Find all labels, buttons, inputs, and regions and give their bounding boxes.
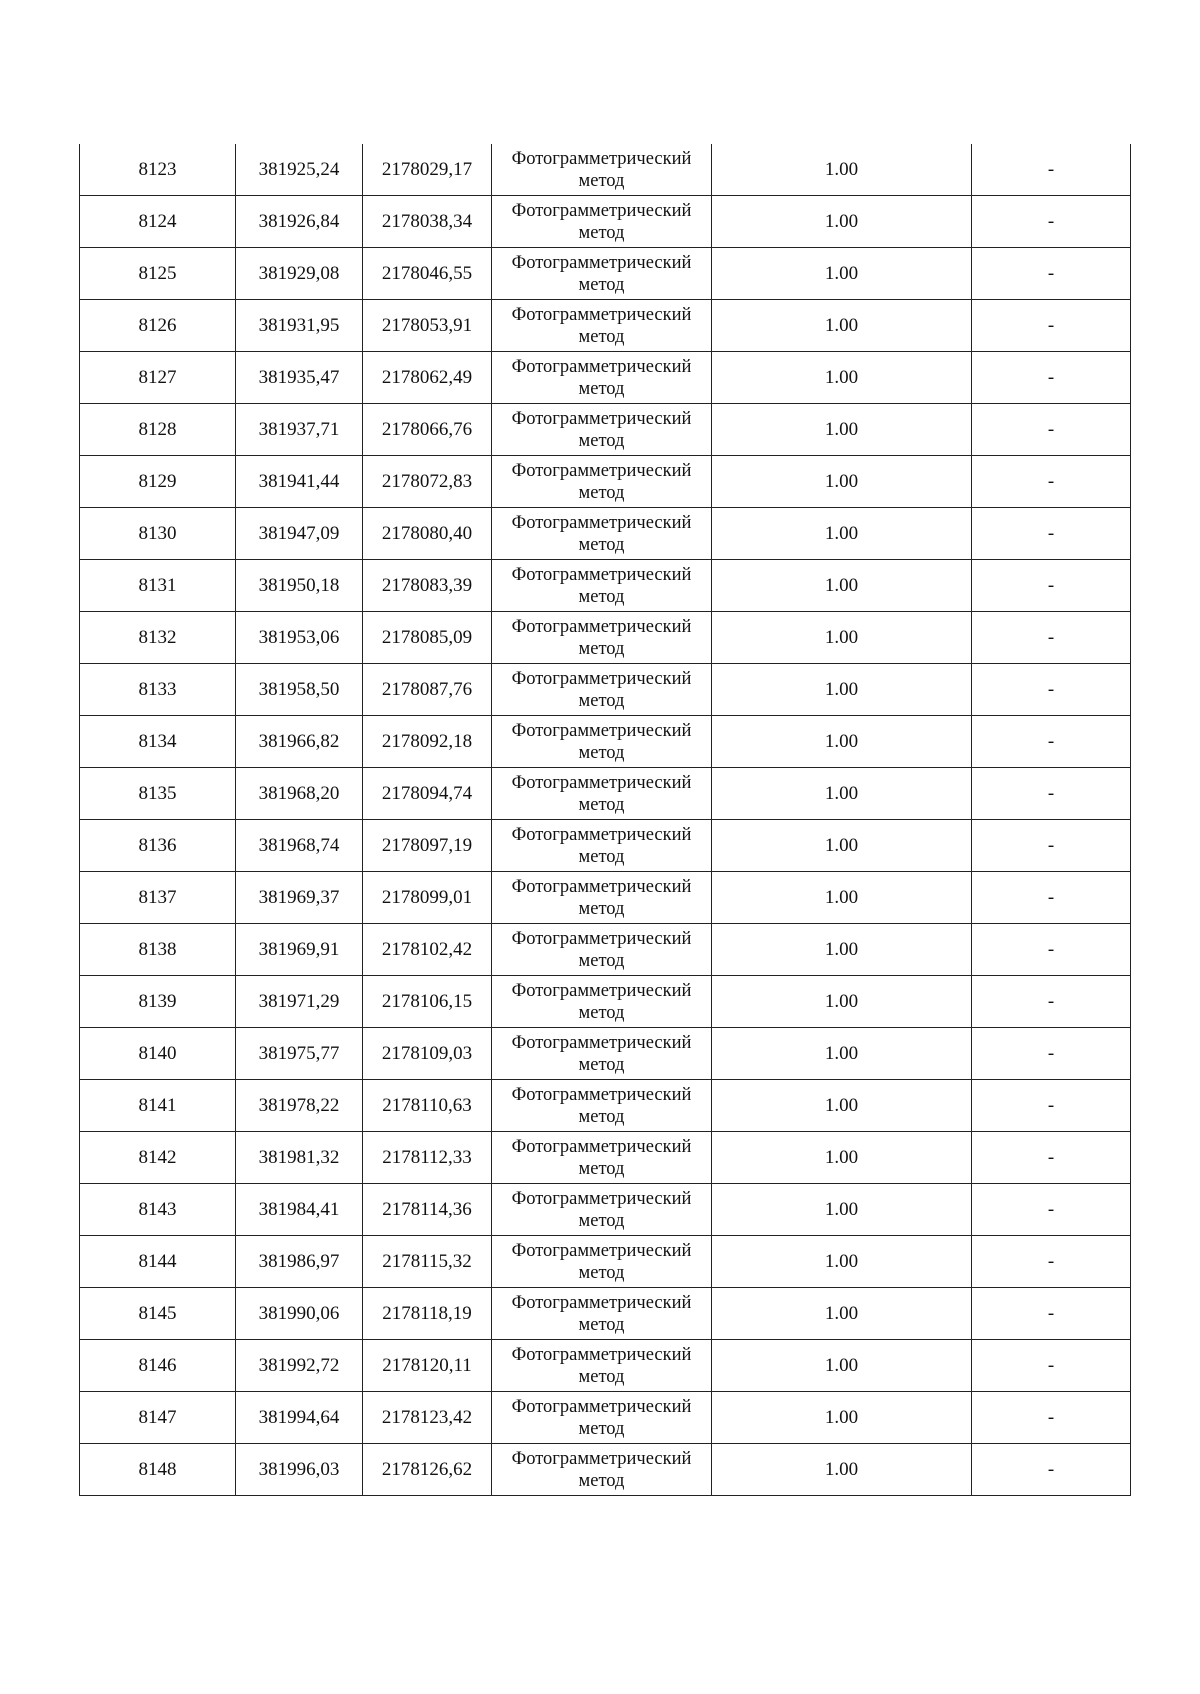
method-cell: Фотограмметрический метод [492, 924, 712, 976]
table-row [80, 924, 1131, 976]
x-coordinate-cell: 381992,72 [236, 1340, 363, 1392]
method-cell: Фотограмметрический метод [492, 508, 712, 560]
table-row [80, 352, 1131, 404]
point-number-cell: 8147 [80, 1392, 236, 1444]
accuracy-cell: 1.00 [712, 300, 972, 352]
note-cell: - [972, 1392, 1131, 1444]
point-number-cell: 8138 [80, 924, 236, 976]
accuracy-cell: 1.00 [712, 1392, 972, 1444]
method-cell: Фотограмметрический метод [492, 1444, 712, 1496]
point-number-cell: 8145 [80, 1288, 236, 1340]
method-cell: Фотограмметрический метод [492, 1028, 712, 1080]
y-coordinate-cell: 2178112,33 [363, 1132, 492, 1184]
method-cell: Фотограмметрический метод [492, 248, 712, 300]
accuracy-cell: 1.00 [712, 1132, 972, 1184]
method-cell: Фотограмметрический метод [492, 196, 712, 248]
note-cell: - [972, 300, 1131, 352]
table-row [80, 872, 1131, 924]
note-cell: - [972, 196, 1131, 248]
method-cell: Фотограмметрический метод [492, 1132, 712, 1184]
x-coordinate-cell: 381947,09 [236, 508, 363, 560]
note-cell: - [972, 820, 1131, 872]
point-number-cell: 8128 [80, 404, 236, 456]
method-cell: Фотограмметрический метод [492, 1288, 712, 1340]
accuracy-cell: 1.00 [712, 1288, 972, 1340]
method-cell: Фотограмметрический метод [492, 664, 712, 716]
y-coordinate-cell: 2178099,01 [363, 872, 492, 924]
y-coordinate-cell: 2178066,76 [363, 404, 492, 456]
note-cell: - [972, 1028, 1131, 1080]
point-number-cell: 8124 [80, 196, 236, 248]
x-coordinate-cell: 381925,24 [236, 144, 363, 196]
x-coordinate-cell: 381953,06 [236, 612, 363, 664]
y-coordinate-cell: 2178115,32 [363, 1236, 492, 1288]
note-cell: - [972, 456, 1131, 508]
coordinates-table [79, 144, 1131, 1496]
accuracy-cell: 1.00 [712, 1340, 972, 1392]
coordinates-table-body [80, 144, 1131, 1496]
accuracy-cell: 1.00 [712, 352, 972, 404]
accuracy-cell: 1.00 [712, 664, 972, 716]
y-coordinate-cell: 2178083,39 [363, 560, 492, 612]
method-cell: Фотограмметрический метод [492, 768, 712, 820]
table-row [80, 1392, 1131, 1444]
method-cell: Фотограмметрический метод [492, 456, 712, 508]
table-row [80, 196, 1131, 248]
note-cell: - [972, 716, 1131, 768]
table-row [80, 300, 1131, 352]
method-cell: Фотограмметрический метод [492, 1184, 712, 1236]
point-number-cell: 8123 [80, 144, 236, 196]
accuracy-cell: 1.00 [712, 1028, 972, 1080]
x-coordinate-cell: 381984,41 [236, 1184, 363, 1236]
y-coordinate-cell: 2178029,17 [363, 144, 492, 196]
point-number-cell: 8142 [80, 1132, 236, 1184]
point-number-cell: 8141 [80, 1080, 236, 1132]
y-coordinate-cell: 2178046,55 [363, 248, 492, 300]
y-coordinate-cell: 2178038,34 [363, 196, 492, 248]
point-number-cell: 8139 [80, 976, 236, 1028]
note-cell: - [972, 1132, 1131, 1184]
point-number-cell: 8126 [80, 300, 236, 352]
point-number-cell: 8132 [80, 612, 236, 664]
y-coordinate-cell: 2178114,36 [363, 1184, 492, 1236]
y-coordinate-cell: 2178102,42 [363, 924, 492, 976]
coordinates-table-container [79, 144, 1130, 1496]
method-cell: Фотограмметрический метод [492, 1236, 712, 1288]
x-coordinate-cell: 381996,03 [236, 1444, 363, 1496]
point-number-cell: 8125 [80, 248, 236, 300]
point-number-cell: 8137 [80, 872, 236, 924]
x-coordinate-cell: 381981,32 [236, 1132, 363, 1184]
table-row [80, 716, 1131, 768]
note-cell: - [972, 508, 1131, 560]
note-cell: - [972, 768, 1131, 820]
x-coordinate-cell: 381969,37 [236, 872, 363, 924]
accuracy-cell: 1.00 [712, 924, 972, 976]
method-cell: Фотограмметрический метод [492, 976, 712, 1028]
x-coordinate-cell: 381966,82 [236, 716, 363, 768]
point-number-cell: 8148 [80, 1444, 236, 1496]
y-coordinate-cell: 2178072,83 [363, 456, 492, 508]
table-row [80, 560, 1131, 612]
y-coordinate-cell: 2178109,03 [363, 1028, 492, 1080]
method-cell: Фотограмметрический метод [492, 872, 712, 924]
table-row [80, 508, 1131, 560]
x-coordinate-cell: 381941,44 [236, 456, 363, 508]
y-coordinate-cell: 2178053,91 [363, 300, 492, 352]
method-cell: Фотограмметрический метод [492, 820, 712, 872]
x-coordinate-cell: 381978,22 [236, 1080, 363, 1132]
x-coordinate-cell: 381937,71 [236, 404, 363, 456]
method-cell: Фотограмметрический метод [492, 1340, 712, 1392]
table-row [80, 1132, 1131, 1184]
note-cell: - [972, 144, 1131, 196]
point-number-cell: 8144 [80, 1236, 236, 1288]
accuracy-cell: 1.00 [712, 560, 972, 612]
accuracy-cell: 1.00 [712, 196, 972, 248]
method-cell: Фотограмметрический метод [492, 144, 712, 196]
table-row [80, 612, 1131, 664]
y-coordinate-cell: 2178092,18 [363, 716, 492, 768]
table-row [80, 664, 1131, 716]
x-coordinate-cell: 381968,74 [236, 820, 363, 872]
table-row [80, 1288, 1131, 1340]
note-cell: - [972, 612, 1131, 664]
table-row [80, 1028, 1131, 1080]
y-coordinate-cell: 2178094,74 [363, 768, 492, 820]
x-coordinate-cell: 381935,47 [236, 352, 363, 404]
note-cell: - [972, 1444, 1131, 1496]
point-number-cell: 8136 [80, 820, 236, 872]
y-coordinate-cell: 2178120,11 [363, 1340, 492, 1392]
note-cell: - [972, 664, 1131, 716]
method-cell: Фотограмметрический метод [492, 1392, 712, 1444]
y-coordinate-cell: 2178126,62 [363, 1444, 492, 1496]
table-row [80, 248, 1131, 300]
note-cell: - [972, 872, 1131, 924]
accuracy-cell: 1.00 [712, 508, 972, 560]
table-row [80, 976, 1131, 1028]
point-number-cell: 8127 [80, 352, 236, 404]
method-cell: Фотограмметрический метод [492, 404, 712, 456]
accuracy-cell: 1.00 [712, 1184, 972, 1236]
table-row [80, 1340, 1131, 1392]
accuracy-cell: 1.00 [712, 976, 972, 1028]
point-number-cell: 8133 [80, 664, 236, 716]
point-number-cell: 8143 [80, 1184, 236, 1236]
accuracy-cell: 1.00 [712, 716, 972, 768]
note-cell: - [972, 248, 1131, 300]
point-number-cell: 8146 [80, 1340, 236, 1392]
accuracy-cell: 1.00 [712, 1080, 972, 1132]
y-coordinate-cell: 2178085,09 [363, 612, 492, 664]
x-coordinate-cell: 381986,97 [236, 1236, 363, 1288]
table-row [80, 404, 1131, 456]
method-cell: Фотограмметрический метод [492, 560, 712, 612]
x-coordinate-cell: 381971,29 [236, 976, 363, 1028]
method-cell: Фотограмметрический метод [492, 300, 712, 352]
note-cell: - [972, 1340, 1131, 1392]
x-coordinate-cell: 381975,77 [236, 1028, 363, 1080]
method-cell: Фотограмметрический метод [492, 352, 712, 404]
point-number-cell: 8134 [80, 716, 236, 768]
x-coordinate-cell: 381926,84 [236, 196, 363, 248]
y-coordinate-cell: 2178097,19 [363, 820, 492, 872]
y-coordinate-cell: 2178087,76 [363, 664, 492, 716]
note-cell: - [972, 1184, 1131, 1236]
note-cell: - [972, 560, 1131, 612]
accuracy-cell: 1.00 [712, 144, 972, 196]
x-coordinate-cell: 381968,20 [236, 768, 363, 820]
table-row [80, 144, 1131, 196]
accuracy-cell: 1.00 [712, 1444, 972, 1496]
note-cell: - [972, 924, 1131, 976]
accuracy-cell: 1.00 [712, 872, 972, 924]
y-coordinate-cell: 2178118,19 [363, 1288, 492, 1340]
table-row [80, 1080, 1131, 1132]
table-row [80, 456, 1131, 508]
x-coordinate-cell: 381929,08 [236, 248, 363, 300]
table-row [80, 1444, 1131, 1496]
x-coordinate-cell: 381990,06 [236, 1288, 363, 1340]
y-coordinate-cell: 2178110,63 [363, 1080, 492, 1132]
accuracy-cell: 1.00 [712, 456, 972, 508]
note-cell: - [972, 352, 1131, 404]
y-coordinate-cell: 2178062,49 [363, 352, 492, 404]
accuracy-cell: 1.00 [712, 1236, 972, 1288]
y-coordinate-cell: 2178080,40 [363, 508, 492, 560]
point-number-cell: 8130 [80, 508, 236, 560]
note-cell: - [972, 404, 1131, 456]
table-row [80, 1184, 1131, 1236]
method-cell: Фотограмметрический метод [492, 716, 712, 768]
x-coordinate-cell: 381931,95 [236, 300, 363, 352]
note-cell: - [972, 1236, 1131, 1288]
accuracy-cell: 1.00 [712, 820, 972, 872]
note-cell: - [972, 976, 1131, 1028]
x-coordinate-cell: 381950,18 [236, 560, 363, 612]
point-number-cell: 8140 [80, 1028, 236, 1080]
method-cell: Фотограмметрический метод [492, 612, 712, 664]
point-number-cell: 8135 [80, 768, 236, 820]
point-number-cell: 8131 [80, 560, 236, 612]
y-coordinate-cell: 2178123,42 [363, 1392, 492, 1444]
accuracy-cell: 1.00 [712, 612, 972, 664]
point-number-cell: 8129 [80, 456, 236, 508]
note-cell: - [972, 1080, 1131, 1132]
method-cell: Фотограмметрический метод [492, 1080, 712, 1132]
table-row [80, 1236, 1131, 1288]
x-coordinate-cell: 381969,91 [236, 924, 363, 976]
accuracy-cell: 1.00 [712, 768, 972, 820]
x-coordinate-cell: 381994,64 [236, 1392, 363, 1444]
x-coordinate-cell: 381958,50 [236, 664, 363, 716]
table-row [80, 820, 1131, 872]
note-cell: - [972, 1288, 1131, 1340]
y-coordinate-cell: 2178106,15 [363, 976, 492, 1028]
accuracy-cell: 1.00 [712, 404, 972, 456]
table-row [80, 768, 1131, 820]
accuracy-cell: 1.00 [712, 248, 972, 300]
